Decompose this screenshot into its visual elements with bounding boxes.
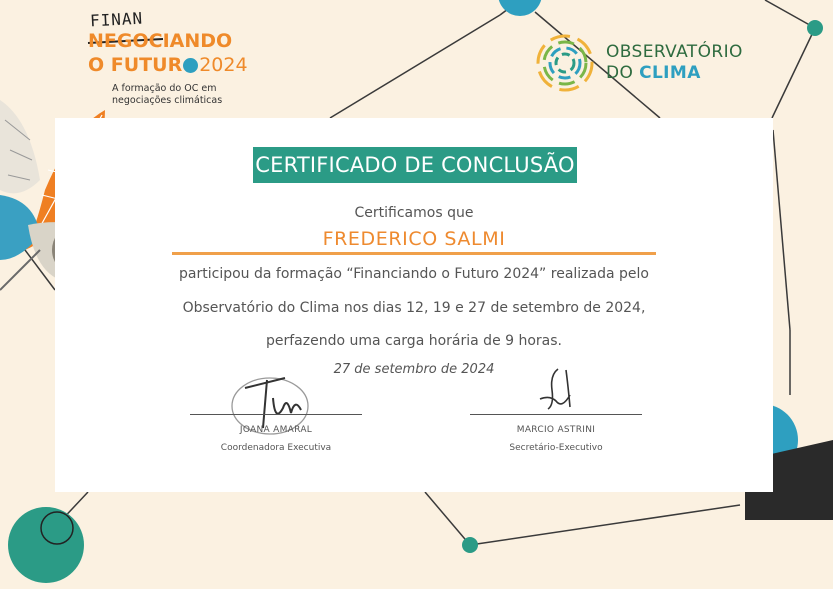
signer-name-2: MARCIO ASTRINI xyxy=(516,425,596,435)
oc-line-2-prefix: DO xyxy=(606,63,640,83)
certificate-date: 27 de setembro de 2024 xyxy=(333,362,495,377)
body-line-2: Observatório do Clima nos dias 12, 19 e 27 de setembro de 2024, xyxy=(182,300,646,316)
signature-line-1 xyxy=(190,414,362,415)
logo-ciando: CIANDO xyxy=(148,30,233,52)
logo-tagline xyxy=(112,83,222,107)
body-line-3: perfazendo uma carga horária de 9 horas. xyxy=(265,333,563,349)
certificate-title: CERTIFICADO DE CONCLUSÃO xyxy=(253,147,577,183)
oc-line-2 xyxy=(606,63,743,84)
logo-line-2 xyxy=(88,54,248,76)
logo-futur: O FUTUR xyxy=(88,54,183,76)
logo-tagline-2: negociações climáticas xyxy=(112,95,223,106)
circle-shape xyxy=(8,507,84,583)
name-underline xyxy=(172,252,656,255)
circle-shape xyxy=(498,0,542,16)
signature-image-2 xyxy=(530,365,580,415)
logo-nego: NEGO xyxy=(88,30,149,52)
logo-line-1 xyxy=(88,30,232,52)
observatorio-spiral-icon xyxy=(534,32,596,94)
logo-year: 2024 xyxy=(199,54,248,76)
logo-o-dot xyxy=(183,58,198,73)
signer-role-1: Coordenadora Executiva xyxy=(220,443,332,453)
signer-role-2: Secretário-Executivo xyxy=(509,443,603,453)
logo-fin-overlay: FINAN xyxy=(89,8,144,31)
logo-tagline-1: A formação do OC em xyxy=(112,83,217,94)
certify-text: Certificamos que xyxy=(354,205,474,221)
observatorio-logo-text xyxy=(606,42,743,84)
body-line-1: participou da formação “Financiando o Futuro 2024” realizada pelo xyxy=(179,266,649,282)
signature-line-2 xyxy=(470,414,642,415)
oc-line-2-accent: CLIMA xyxy=(639,63,701,83)
recipient-name: FREDERICO SALMI xyxy=(322,228,506,250)
oc-line-1: OBSERVATÓRIO xyxy=(606,42,743,62)
signer-name-1: JOANA AMARAL xyxy=(239,425,313,435)
